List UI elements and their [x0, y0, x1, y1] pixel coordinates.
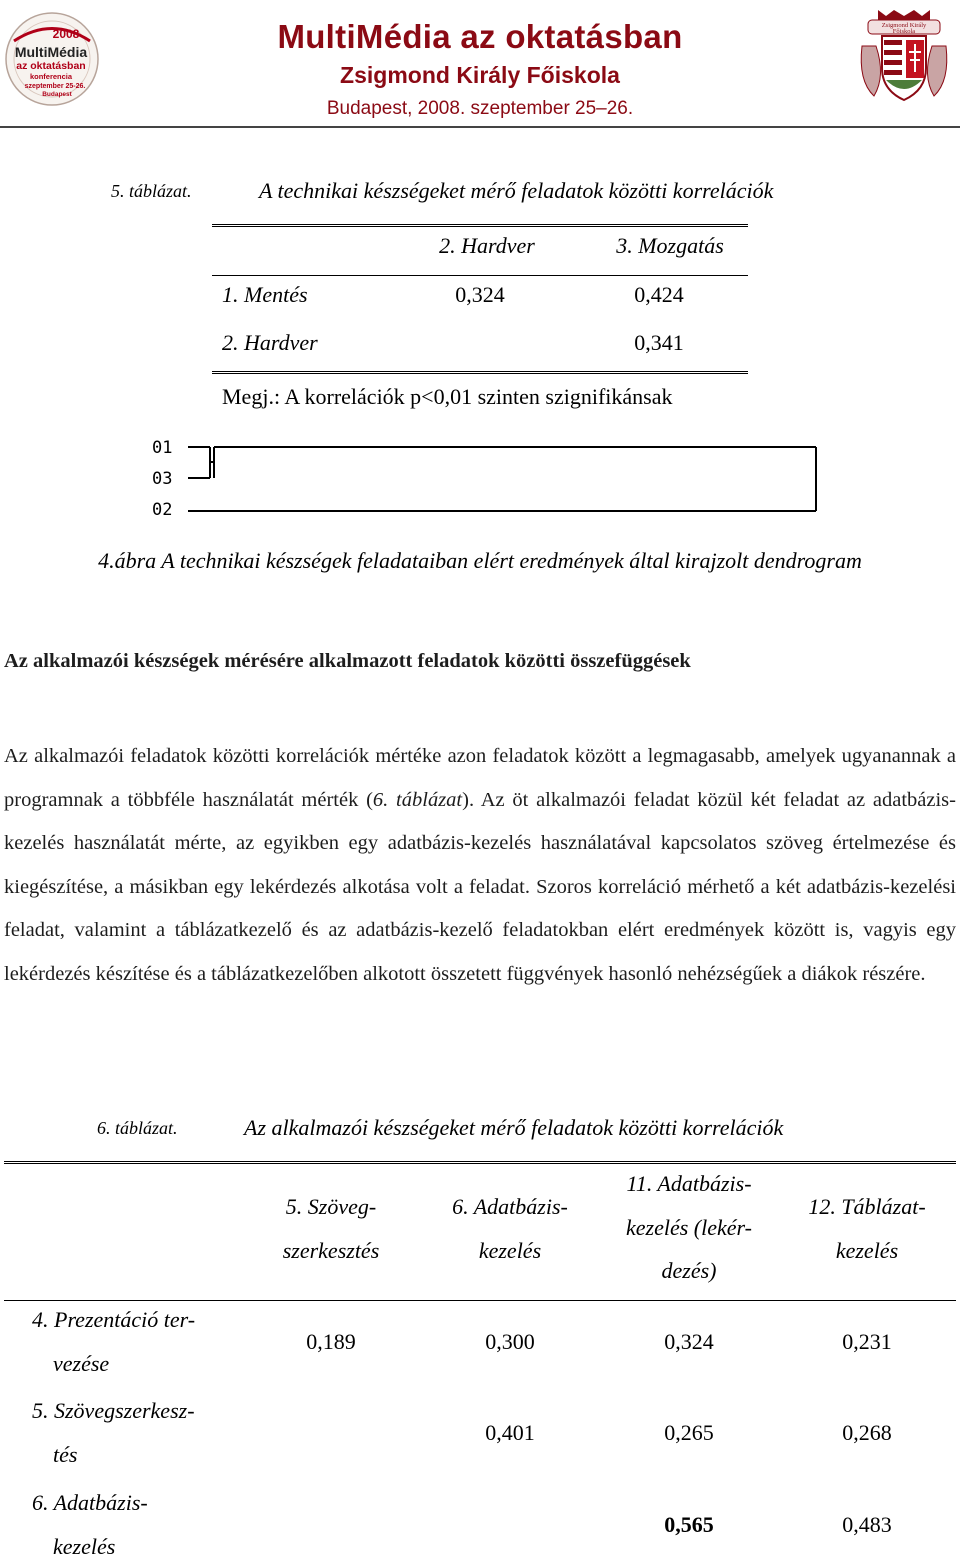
- table6-row-label: 5. Szövegszerkesz- tés: [32, 1398, 195, 1467]
- table6-cell: 0,324: [664, 1329, 714, 1354]
- table5-cell: 0,424: [634, 282, 684, 307]
- table6-cell: 0,265: [664, 1420, 714, 1445]
- svg-text:szeptember 25-26.: szeptember 25-26.: [24, 83, 86, 90]
- dendrogram-leaf-label: 03: [152, 469, 173, 489]
- logo-name: MultiMédia: [14, 44, 88, 60]
- table6-cell: 0,401: [485, 1420, 535, 1445]
- table5-header: 3. Mozgatás: [616, 233, 724, 258]
- body-paragraph: Az alkalmazói feladatok közötti korrelációk mértéke azon feladatok között a legmagasabb, amelyek ugyanannak a programnak a többféle használatát mérték (6. táblázat). Az öt alkalmazói feladat közül két feladat az adatbázis-kezelés használatát mérte, az egyikben egy adatbázis-kezelés használatával kapcsolatos szöveg értelmezése és kiegészítése, a másikban egy lekérdezés alkotása volt a feladat. Szoros korreláció mérhető a két adatbázis-kezelési feladat, valamint a táblázatkezelő és az adatbázis-kezelő feladatokban elért eredmények között is, vagyis egy lekérdezés készítése és a táblázatkezelőben alkotott összetett függvények hasonló nehézségűek a diákok részére.: [4, 745, 956, 985]
- dendrogram-leaf-label: 01: [152, 438, 173, 458]
- svg-text:konferencia: konferencia: [29, 72, 73, 81]
- table6-cell: 0,565: [664, 1512, 714, 1537]
- table5-header: 2. Hardver: [439, 233, 535, 258]
- svg-text:Főiskola: Főiskola: [892, 28, 916, 35]
- section-title: Az alkalmazói készségek mérésére alkalmazott feladatok közötti összefüggések: [4, 650, 691, 672]
- table6-caption: Az alkalmazói készségeket mérő feladatok közötti korrelációk: [244, 1115, 784, 1140]
- table5-row-label: 2. Hardver: [222, 330, 318, 355]
- page-header-date: Budapest, 2008. szeptember 25–26.: [326, 98, 634, 119]
- dendrogram-leaf-label: 02: [152, 500, 173, 520]
- table6-cell: 0,483: [842, 1512, 892, 1537]
- table6-row-label: 6. Adatbázis- kezelés: [32, 1490, 148, 1559]
- svg-text:Budapest: Budapest: [42, 91, 72, 98]
- table5-cell: 0,324: [455, 282, 505, 307]
- page-header-title: MultiMédia az oktatásban: [277, 18, 683, 55]
- table5-note: Megj.: A korrelációk p<0,01 szinten szignifikánsak: [222, 384, 673, 409]
- table6-cell: 0,189: [306, 1329, 356, 1354]
- table5-cell: 0,341: [634, 330, 684, 355]
- table6-top-rule: [4, 1161, 956, 1164]
- table5-row-label: 1. Mentés: [222, 282, 308, 307]
- table6-header: 12. Táblázat- kezelés: [808, 1194, 926, 1263]
- page-header-subtitle: Zsigmond Király Főiskola: [340, 62, 620, 88]
- table6-header: 11. Adatbázis- kezelés (lekér- dezés): [626, 1171, 752, 1283]
- table6-cell: 0,268: [842, 1420, 892, 1445]
- table-reference: 6. táblázat: [372, 788, 463, 811]
- svg-text:Zsigmond Király: Zsigmond Király: [881, 22, 927, 29]
- table6-header: 5. Szöveg- szerkesztés: [282, 1194, 380, 1263]
- table6-cell: 0,300: [485, 1329, 535, 1354]
- table6-header: 6. Adatbázis- kezelés: [452, 1194, 568, 1263]
- logo-year: 2008: [52, 27, 80, 41]
- table6-cell: 0,231: [842, 1329, 892, 1354]
- figure-caption: 4.ábra A technikai készségek feladataiban elért eredmények által kirajzolt dendrogram: [98, 548, 862, 573]
- table5-caption-number: 5. táblázat.: [111, 181, 192, 201]
- svg-text:az oktatásban: az oktatásban: [16, 60, 86, 72]
- table5-caption: A technikai készségeket mérő feladatok közötti korrelációk: [259, 178, 774, 203]
- table6-caption-number: 6. táblázat.: [97, 1118, 178, 1138]
- table6-row-label: 4. Prezentáció ter- vezése: [32, 1307, 196, 1376]
